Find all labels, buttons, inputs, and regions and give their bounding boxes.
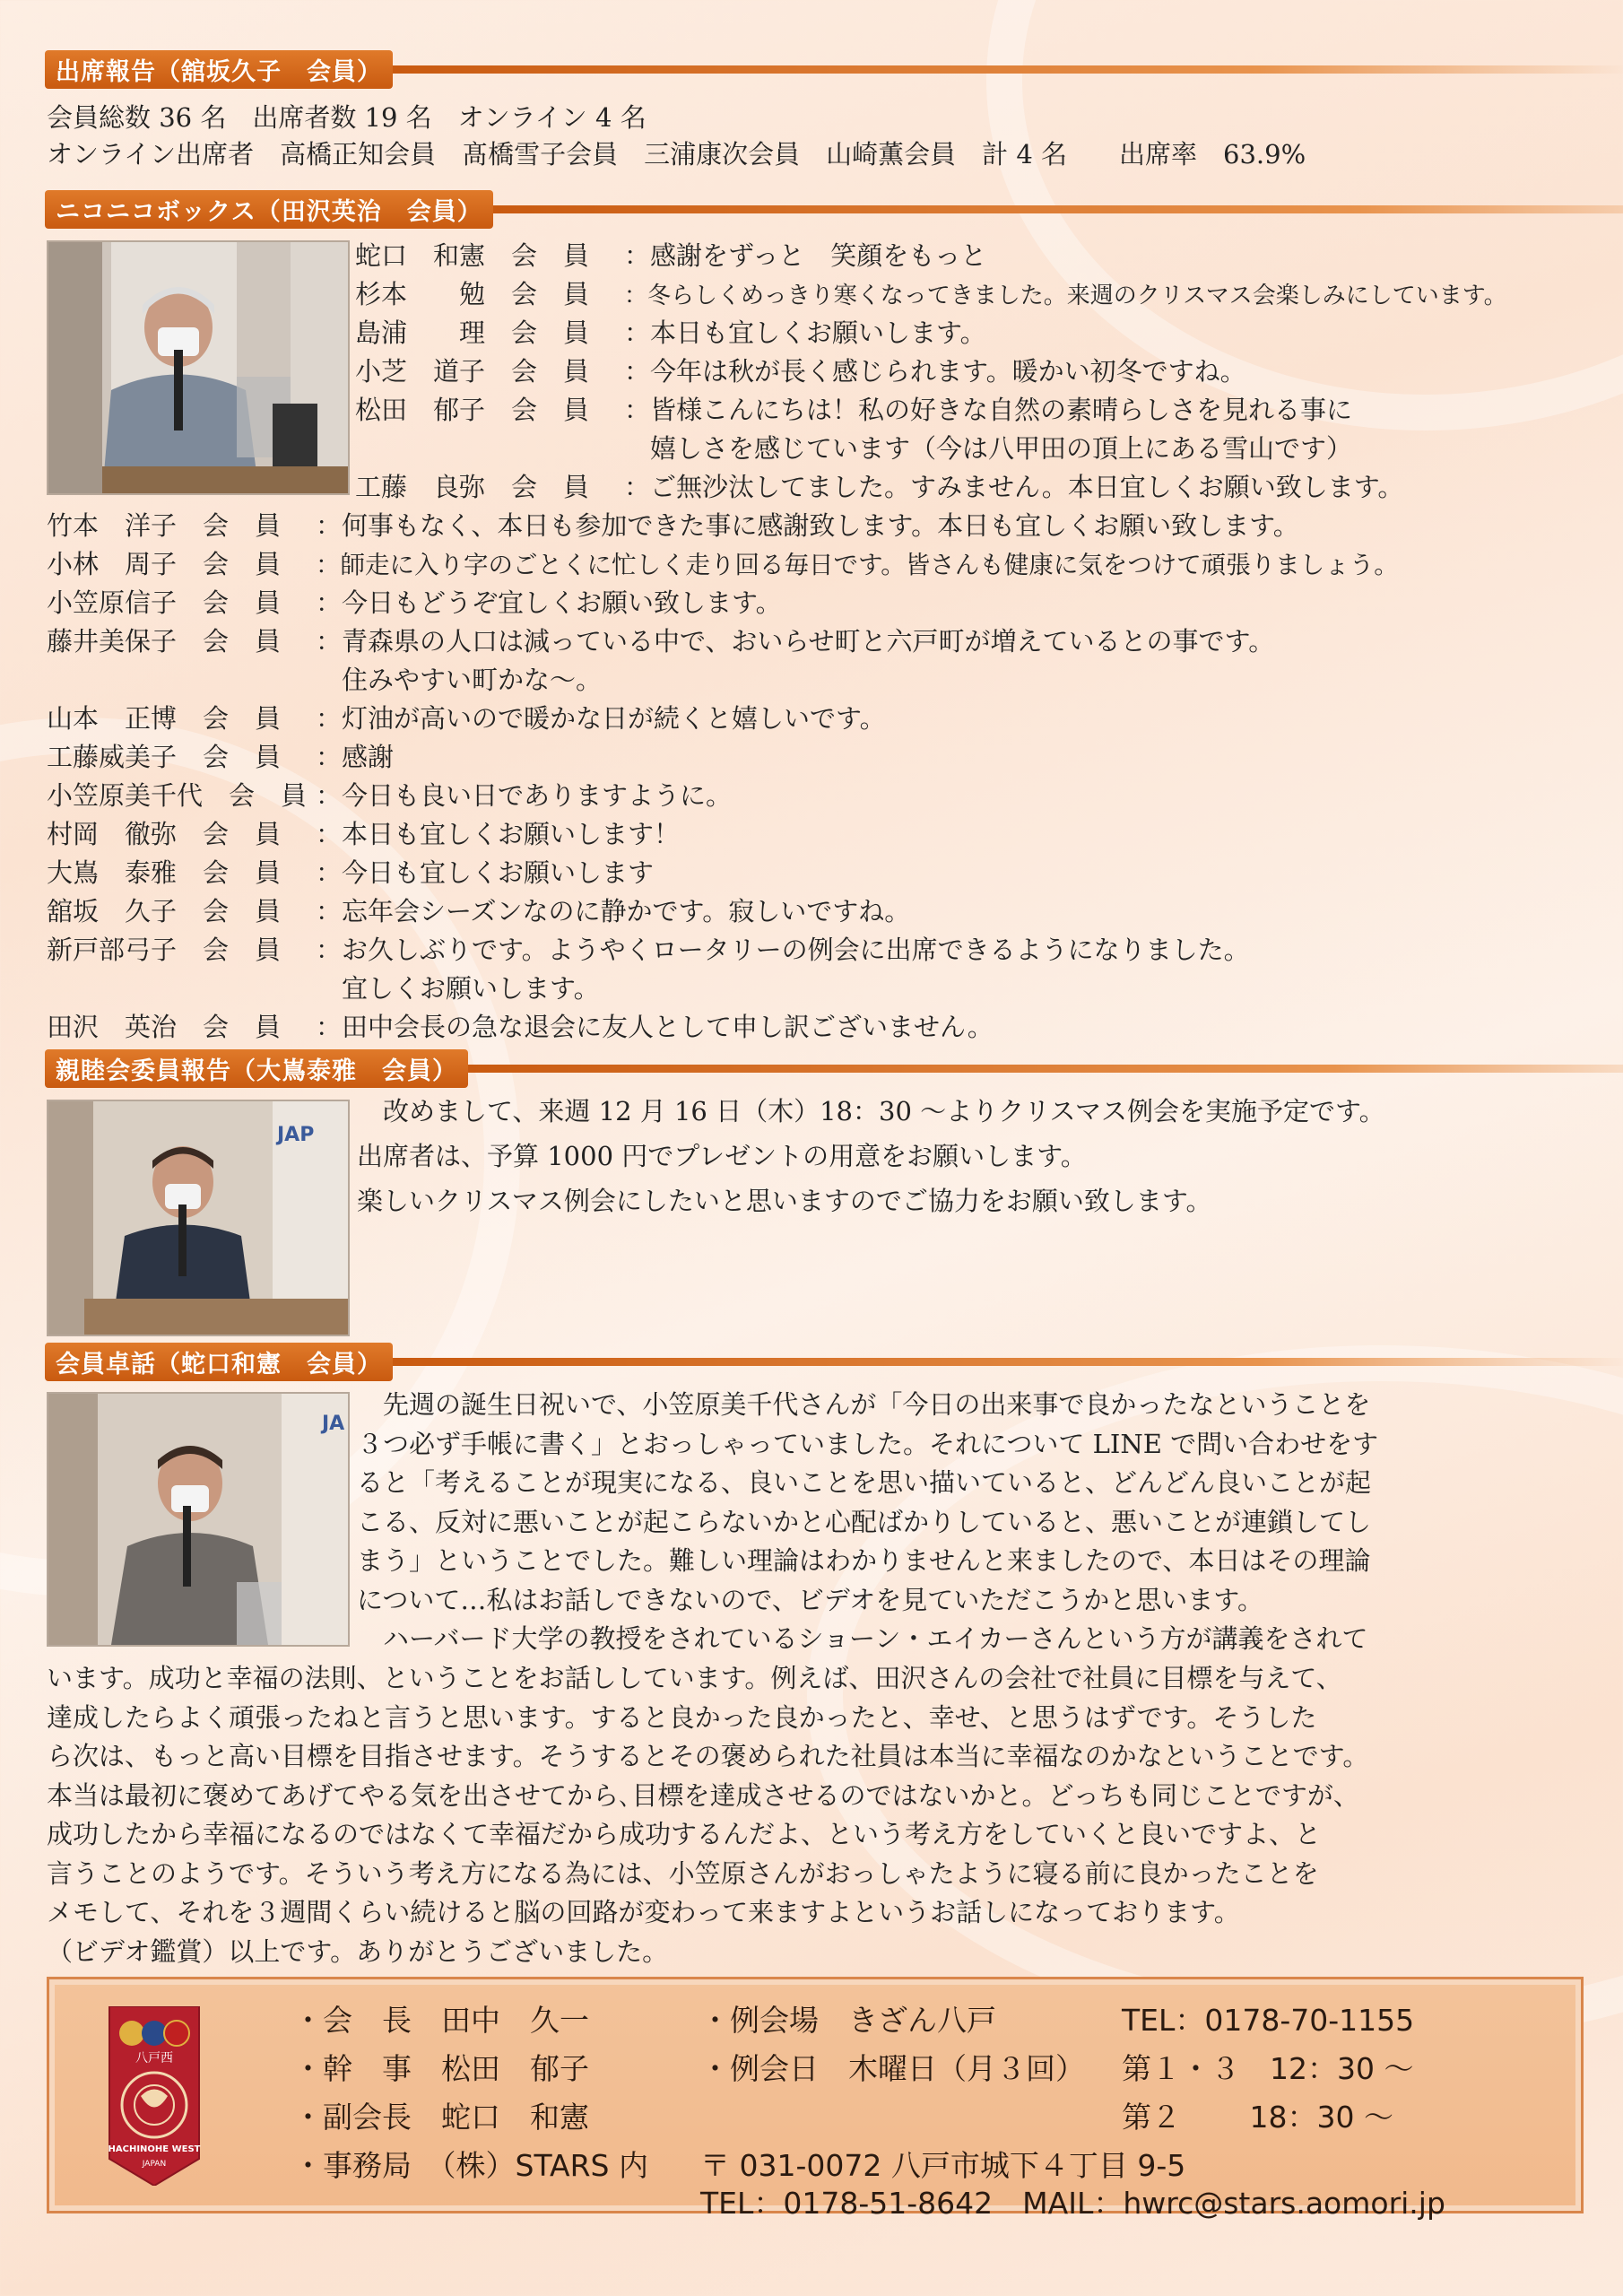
member-message: ：感謝をずっと 笑顔をもっと bbox=[624, 240, 987, 271]
smile-box-row bbox=[47, 1008, 994, 1047]
member-name: 杉本 勉 会 員 bbox=[355, 279, 590, 309]
member-message: 嬉しさを感じています（今は八甲田の頂上にある雪山です） bbox=[624, 433, 1353, 464]
emblem-top-text: 八戸西 bbox=[135, 2051, 173, 2066]
talk-line: ハーバード大学の教授をされているショーン・エイカーさんという方が講義をされて bbox=[357, 1623, 1368, 1654]
photo-banner-text: JA bbox=[322, 1413, 345, 1435]
talk-line: 達成したらよく頑張ったねと言うと思います。すると良かった良かったと、幸せ、と思うはずです。そうした bbox=[47, 1701, 1317, 1733]
footer-meeting-day: ・例会日 木曜日（月３回） bbox=[700, 2051, 1085, 2086]
smile-box-row bbox=[47, 584, 782, 622]
member-name: 山本 正博 会 員 bbox=[47, 703, 282, 734]
club-info-footer bbox=[47, 1977, 1584, 2221]
footer-office: ・事務局 （株）STARS 内 bbox=[293, 2148, 648, 2183]
attendance-header-label: 出席報告（舘坂久子 会員） bbox=[45, 50, 393, 89]
attendance-line-1: 会員総数 36 名 出席者数 19 名 オンライン 4 名 bbox=[47, 102, 647, 133]
talk-line: まう」ということでした。難しい理論はわかりませんと来ましたので、本日はその理論 bbox=[357, 1545, 1371, 1576]
member-name: 松田 郁子 会 員 bbox=[355, 395, 590, 425]
member-name: 新戸部弓子 会 員 bbox=[47, 935, 282, 965]
attendance-header bbox=[45, 52, 1623, 86]
member-name: 蛇口 和憲 会 員 bbox=[355, 240, 590, 271]
talk-line: 言うことのようです。そういう考え方になる為には、小笠原さんがおっしゃたように寝る前に良かったことを bbox=[47, 1857, 1319, 1889]
talk-header bbox=[45, 1344, 1623, 1378]
member-message: ：ご無沙汰してました。すみません。本日宜しくお願い致します。 bbox=[624, 472, 1404, 502]
club-emblem bbox=[105, 2006, 204, 2186]
speaker-photo-3 bbox=[47, 1392, 350, 1647]
talk-line: います。成功と幸福の法則、ということをお話ししています。例えば、田沢さんの会社で社員に目標を与えて、 bbox=[47, 1663, 1342, 1693]
talk-line: ３つ必ず手帳に書く」とおっしゃっていました。それについて LINE で問い合わせをす bbox=[357, 1428, 1379, 1459]
header-rule bbox=[393, 65, 1623, 74]
member-name: 竹本 洋子 会 員 bbox=[47, 510, 282, 541]
footer-contact[interactable]: TEL：0178-51-8642 MAIL：hwrc@stars.aomori.jp bbox=[700, 2186, 1445, 2221]
social-line-1: 改めまして、来週 12 月 16 日（木）18：30 ～よりクリスマス例会を実施予定です。 bbox=[357, 1096, 1385, 1126]
member-message: ：本日も宜しくお願いします。 bbox=[624, 317, 986, 348]
member-message: 住みやすい町かな～。 bbox=[316, 665, 603, 695]
header-rule bbox=[493, 205, 1623, 213]
attendance-line-2: オンライン出席者 高橋正知会員 髙橋雪子会員 三浦康次会員 山崎薫会員 計 4 名 出席率 63.9% bbox=[47, 139, 1306, 170]
smile-box-row bbox=[355, 391, 1352, 430]
smile-box-row bbox=[355, 314, 986, 352]
member-message: ：今日もどうぞ宜しくお願い致します。 bbox=[316, 587, 782, 618]
member-name: 島浦 理 会 員 bbox=[355, 317, 590, 348]
footer-schedule-2: 第２ 18：30 ～ bbox=[1122, 2100, 1393, 2135]
member-name: 田沢 英治 会 員 bbox=[47, 1012, 282, 1042]
speaker-photo-2 bbox=[47, 1100, 350, 1336]
smile-box-row bbox=[355, 430, 1352, 468]
member-message: ：冬らしくめっきり寒くなってきました。来週のクリスマス会楽しみにしています。 bbox=[624, 283, 1507, 309]
smile-box-row bbox=[355, 237, 986, 275]
member-message: ：青森県の人口は減っている中で、おいらせ町と六戸町が増えているとの事です。 bbox=[316, 626, 1275, 657]
member-name: 舘坂 久子 会 員 bbox=[47, 896, 282, 926]
member-message: ：今日も良い日でありますように。 bbox=[316, 780, 733, 811]
social-line-2: 出席者は、予算 1000 円でプレゼントの用意をお願いします。 bbox=[357, 1141, 1087, 1171]
talk-line: 本当は最初に褒めてあげてやる気を出させてから､目標を達成させるのではないかと。どっちも同じことですが、 bbox=[47, 1779, 1359, 1811]
member-name: 小林 周子 会 員 bbox=[47, 549, 282, 579]
social-header-label: 親睦会委員報告（大嶌泰雅 会員） bbox=[45, 1049, 468, 1088]
member-message: ：田中会長の急な退会に友人として申し訳ございません。 bbox=[316, 1012, 994, 1042]
talk-line: 成功したから幸福になるのではなくて幸福だから成功するんだよ、という考え方をしていくと良いですよ、と bbox=[47, 1819, 1322, 1849]
talk-line: （ビデオ鑑賞）以上です。ありがとうございました。 bbox=[47, 1935, 669, 1967]
member-name: 大嶌 泰雅 会 員 bbox=[47, 857, 282, 888]
talk-line: について…私はお話しできないので、ビデオを見ていただこうかと思います。 bbox=[357, 1584, 1263, 1615]
member-name: 小芝 道子 会 員 bbox=[355, 356, 590, 387]
smile-box-row bbox=[47, 854, 654, 892]
member-message: ：師走に入り字のごとくに忙しく走り回る毎日です。皆さんも健康に気をつけて頑張りましょう。 bbox=[316, 551, 1399, 579]
member-name: 藤井美保子 会 員 bbox=[47, 626, 282, 657]
member-name: 小笠原美千代 会 員 bbox=[47, 780, 308, 811]
smile-box-row bbox=[355, 275, 1507, 316]
smile-box-row bbox=[47, 661, 602, 700]
member-name: 工藤 良弥 会 員 bbox=[355, 472, 590, 502]
smile-box-row bbox=[47, 892, 910, 931]
footer-schedule-1: 第１・３ 12：30 ～ bbox=[1122, 2051, 1414, 2086]
smile-box-row bbox=[47, 777, 732, 815]
header-rule bbox=[393, 1358, 1623, 1366]
member-name: 小笠原信子 会 員 bbox=[47, 587, 282, 618]
footer-tel-venue: TEL：0178-70-1155 bbox=[1122, 2003, 1415, 2038]
header-rule bbox=[468, 1065, 1623, 1073]
emblem-sub-text: JAPAN bbox=[142, 2160, 167, 2169]
talk-line: ると「考えることが現実になる、良いことを思い描いていると、どんどん良いことが起 bbox=[357, 1467, 1372, 1498]
social-header bbox=[45, 1051, 1623, 1085]
member-name: 村岡 徹弥 会 員 bbox=[47, 819, 282, 849]
smile-box-row bbox=[47, 970, 600, 1008]
smile-box-row bbox=[355, 468, 1403, 507]
smile-box-header-label: ニコニコボックス（田沢英治 会員） bbox=[45, 190, 493, 229]
social-line-3: 楽しいクリスマス例会にしたいと思いますのでご協力をお願い致します。 bbox=[357, 1186, 1212, 1216]
smile-box-row bbox=[47, 931, 1250, 970]
smile-box-row bbox=[47, 700, 886, 738]
member-message: ：お久しぶりです。ようやくロータリーの例会に出席できるようになりました。 bbox=[316, 935, 1250, 965]
footer-address: 〒 031-0072 八戸市城下４丁目 9-5 bbox=[700, 2148, 1186, 2183]
footer-vice-president: ・副会長 蛇口 和憲 bbox=[293, 2100, 589, 2135]
smile-box-row bbox=[47, 738, 394, 777]
member-message: 宜しくお願いします。 bbox=[316, 973, 600, 1004]
talk-line: メモして、それを３週間くらい続けると脳の回路が変わって来ますよというお話しになっております。 bbox=[47, 1897, 1240, 1927]
smile-box-row bbox=[47, 815, 680, 854]
member-message: ：皆様こんにちは！私の好きな自然の素晴らしさを見れる事に bbox=[624, 395, 1353, 425]
member-message: ：今日も宜しくお願いします bbox=[316, 857, 655, 888]
talk-line: こる、反対に悪いことが起こらないかと心配ばかりしていると、悪いことが連鎖してし bbox=[357, 1506, 1372, 1537]
smile-box-row bbox=[47, 622, 1274, 661]
photo-banner-text: JAP bbox=[277, 1124, 315, 1146]
footer-secretary: ・幹 事 松田 郁子 bbox=[293, 2051, 589, 2086]
member-message: ：本日も宜しくお願いします！ bbox=[316, 819, 681, 849]
member-message: ：灯油が高いので暖かな日が続くと嬉しいです。 bbox=[316, 703, 886, 734]
footer-venue: ・例会場 きざん八戸 bbox=[700, 2003, 996, 2038]
speaker-photo-1 bbox=[47, 240, 350, 495]
smile-box-row bbox=[47, 545, 1399, 585]
smile-box-row bbox=[47, 507, 1299, 545]
member-message: ：今年は秋が長く感じられます。暖かい初冬ですね。 bbox=[624, 356, 1246, 387]
member-message: ：何事もなく、本日も参加できた事に感謝致します。本日も宜しくお願い致します。 bbox=[316, 510, 1299, 541]
member-message: ：忘年会シーズンなのに静かです。寂しいですね。 bbox=[316, 896, 911, 926]
talk-line: 先週の誕生日祝いで、小笠原美千代さんが「今日の出来事で良かったなということを bbox=[357, 1389, 1371, 1420]
smile-box-row bbox=[355, 352, 1246, 391]
talk-header-label: 会員卓話（蛇口和憲 会員） bbox=[45, 1343, 393, 1381]
smile-box-header bbox=[45, 192, 1623, 226]
footer-president: ・会 長 田中 久一 bbox=[293, 2003, 589, 2038]
emblem-name-text: HACHINOHE WEST bbox=[108, 2144, 201, 2154]
member-name: 工藤威美子 会 員 bbox=[47, 742, 282, 772]
member-message: ：感謝 bbox=[316, 742, 395, 772]
talk-line: ら次は、もっと高い目標を目指させます。そうするとその褒められた社員は本当に幸福なのかなということです。 bbox=[47, 1741, 1369, 1771]
